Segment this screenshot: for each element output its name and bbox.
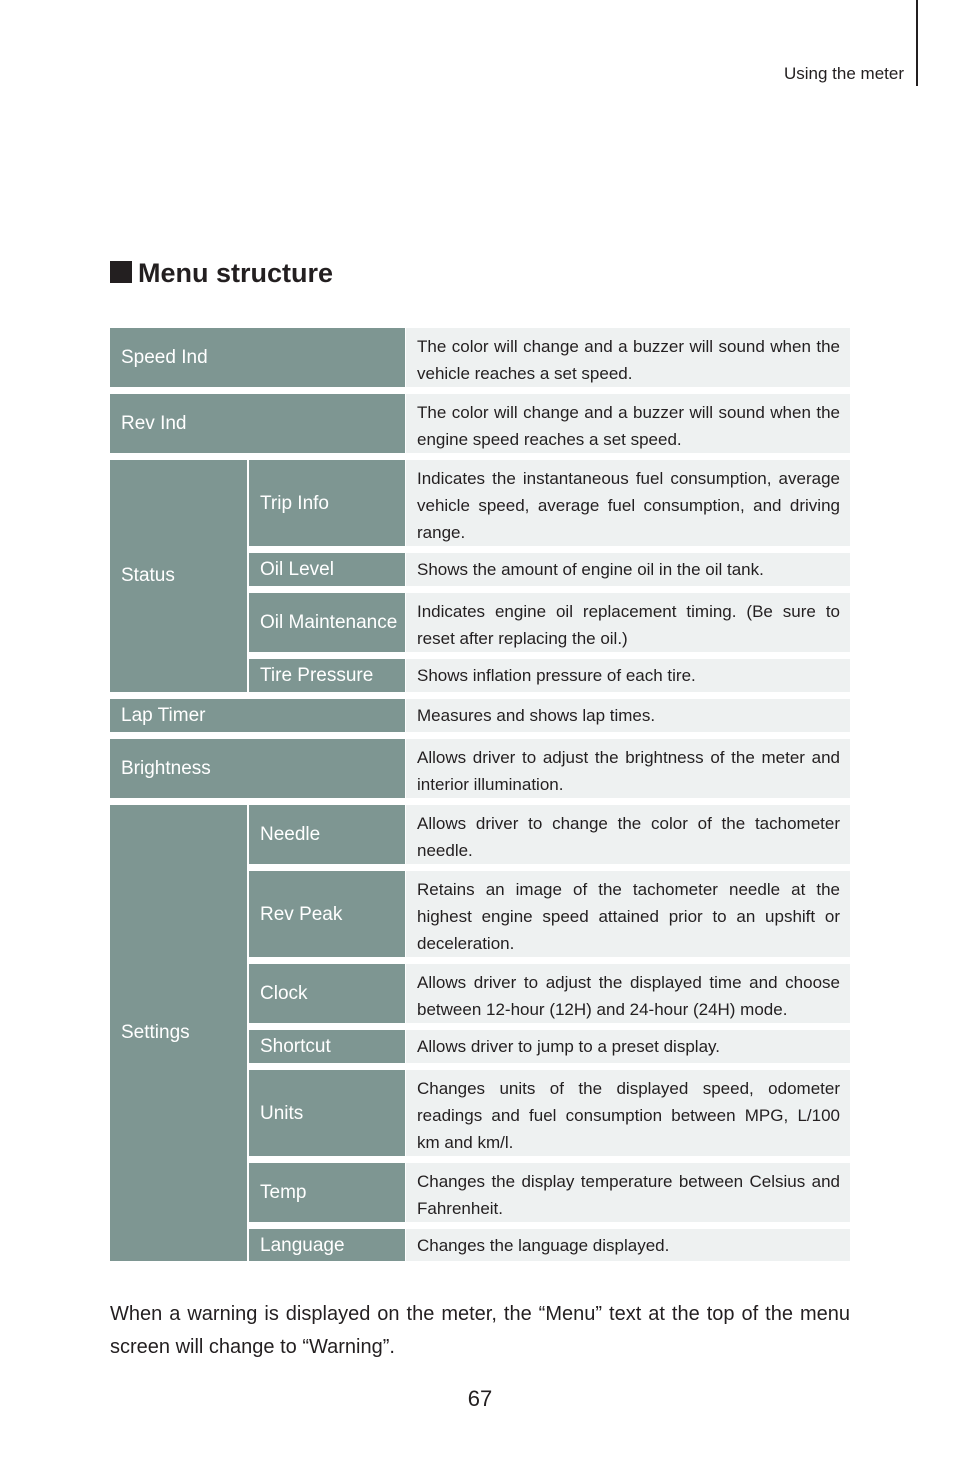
section-title [110, 258, 333, 289]
label-clock: Clock [249, 964, 405, 1023]
label-oil-level: Oil Level [249, 553, 405, 586]
label-brightness: Brightness [110, 739, 405, 798]
label-shortcut: Shortcut [249, 1030, 405, 1063]
desc-oil-level: Shows the amount of engine oil in the oil tank. [406, 553, 850, 586]
desc-rev-ind: The color will change and a buzzer will sound when the engine speed reaches a set speed. [406, 394, 850, 453]
label-rev-ind: Rev Ind [110, 394, 405, 453]
desc-trip-info: Indicates the instantaneous fuel consumption, average vehicle speed, average fuel consumption, and driving range. [406, 460, 850, 546]
footer-note: When a warning is displayed on the meter, the “Menu” text at the top of the menu screen will change to “Warning”. [110, 1303, 850, 1358]
desc-speed-ind: The color will change and a buzzer will sound when the vehicle reaches a set speed. [406, 328, 850, 387]
desc-tire-pressure: Shows inflation pressure of each tire. [406, 659, 850, 692]
desc-rev-peak: Retains an image of the tachometer needle at the highest engine speed attained prior to an upshift or deceleration. [406, 871, 850, 957]
label-language: Language [249, 1229, 405, 1261]
label-speed-ind: Speed Ind [110, 328, 405, 387]
desc-units: Changes units of the displayed speed, odometer readings and fuel consumption between MPG, L/100 km and km/l. [406, 1070, 850, 1156]
label-lap-timer: Lap Timer [110, 699, 405, 732]
label-oil-maintenance: Oil Maintenance [249, 593, 405, 652]
page-number: 67 [467, 1386, 493, 1411]
label-units: Units [249, 1070, 405, 1156]
section-title-text: Menu structure [138, 258, 334, 288]
label-temp: Temp [249, 1163, 405, 1222]
running-header: Using the meter [784, 64, 904, 83]
label-needle: Needle [249, 805, 405, 864]
desc-shortcut: Allows driver to jump to a preset display. [406, 1030, 850, 1063]
desc-oil-maintenance: Indicates engine oil replacement timing. (Be sure to reset after replacing the oil.) [406, 593, 850, 652]
square-bullet-icon [110, 261, 132, 283]
desc-language: Changes the language displayed. [406, 1229, 850, 1261]
desc-temp: Changes the display temperature between Celsius and Fahrenheit. [406, 1163, 850, 1222]
desc-clock: Allows driver to adjust the displayed time and choose between 12-hour (12H) and 24-hour (24H) mode. [406, 964, 850, 1023]
header-rule [916, 0, 918, 86]
label-settings: Settings [110, 805, 247, 1261]
label-status: Status [110, 460, 247, 692]
desc-needle: Allows driver to change the color of the tachometer needle. [406, 805, 850, 864]
desc-lap-timer: Measures and shows lap times. [406, 699, 850, 732]
label-trip-info: Trip Info [249, 460, 405, 546]
desc-brightness: Allows driver to adjust the brightness of the meter and interior illumination. [406, 739, 850, 798]
label-tire-pressure: Tire Pressure [249, 659, 405, 692]
label-rev-peak: Rev Peak [249, 871, 405, 957]
